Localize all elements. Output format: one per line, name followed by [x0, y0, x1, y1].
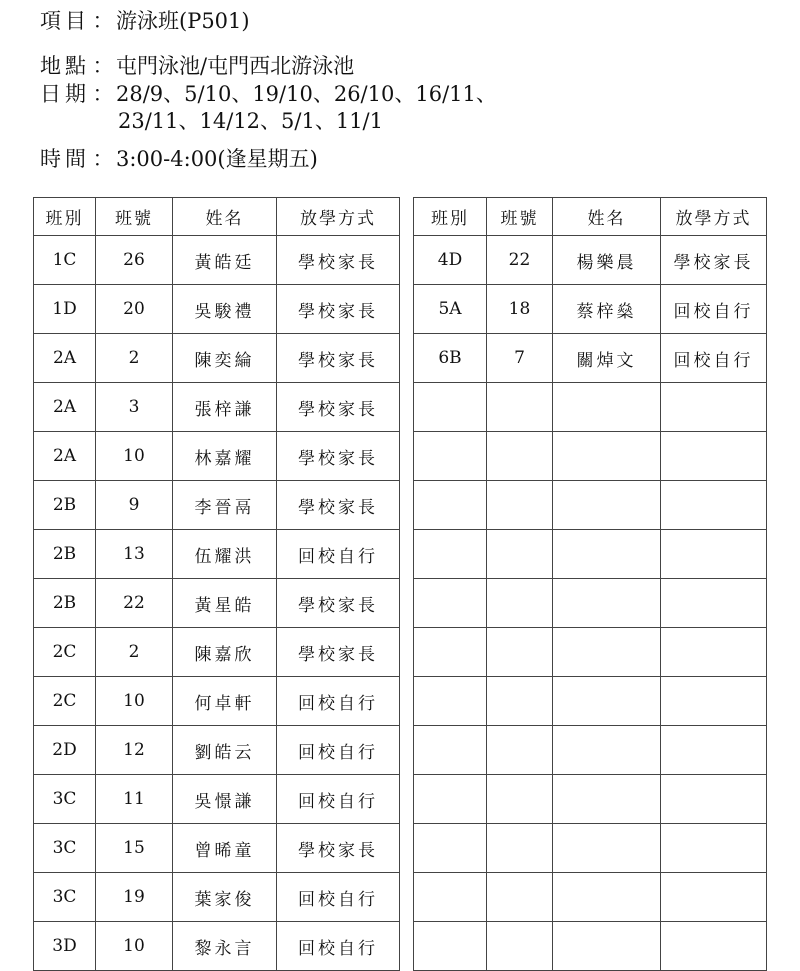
cell-class: 2B [34, 579, 96, 628]
col-header-number: 班號 [487, 198, 553, 236]
cell-name: 張梓謙 [173, 383, 277, 432]
cell-name [553, 677, 661, 726]
cell-number: 7 [487, 334, 553, 383]
cell-class: 2D [34, 726, 96, 775]
cell-number: 3 [96, 383, 173, 432]
cell-name: 楊樂晨 [553, 236, 661, 285]
table-row [414, 579, 767, 628]
cell-number: 2 [96, 628, 173, 677]
cell-class [414, 824, 487, 873]
table-row [414, 922, 767, 971]
cell-name: 伍耀洪 [173, 530, 277, 579]
cell-number [487, 383, 553, 432]
cell-class: 2A [34, 432, 96, 481]
table-row [414, 481, 767, 530]
cell-dismissal: 學校家長 [277, 579, 400, 628]
cell-class: 5A [414, 285, 487, 334]
cell-class: 2C [34, 677, 96, 726]
cell-class: 3D [34, 922, 96, 971]
cell-number: 18 [487, 285, 553, 334]
cell-dismissal [661, 628, 767, 677]
cell-class: 3C [34, 873, 96, 922]
cell-name [553, 873, 661, 922]
table-row [414, 236, 767, 285]
cell-class: 2A [34, 383, 96, 432]
dates-label: 日期 [40, 82, 90, 106]
roster-table-right [413, 197, 767, 971]
cell-class: 2A [34, 334, 96, 383]
table-row [414, 285, 767, 334]
cell-number: 2 [96, 334, 173, 383]
cell-dismissal: 回校自行 [661, 285, 767, 334]
cell-dismissal [661, 530, 767, 579]
dates-value-line2: 23/11、14/12、5/1、11/1 [118, 109, 383, 133]
cell-number [487, 432, 553, 481]
cell-class: 1D [34, 285, 96, 334]
cell-name [553, 775, 661, 824]
cell-dismissal: 回校自行 [277, 726, 400, 775]
header-row [34, 198, 400, 236]
cell-dismissal [661, 481, 767, 530]
cell-name [553, 726, 661, 775]
cell-class [414, 922, 487, 971]
cell-dismissal [661, 383, 767, 432]
cell-class [414, 677, 487, 726]
cell-number [487, 677, 553, 726]
table-row [34, 922, 400, 971]
header-row [414, 198, 767, 236]
roster-table-left [33, 197, 400, 971]
table-row [34, 383, 400, 432]
cell-name: 林嘉耀 [173, 432, 277, 481]
cell-dismissal: 學校家長 [277, 824, 400, 873]
col-header-name: 姓名 [173, 198, 277, 236]
location-label: 地點 [40, 54, 90, 78]
cell-name: 黃皓廷 [173, 236, 277, 285]
cell-class: 2C [34, 628, 96, 677]
col-header-number: 班號 [96, 198, 173, 236]
cell-class [414, 579, 487, 628]
cell-dismissal [661, 922, 767, 971]
table-row [34, 285, 400, 334]
col-header-class: 班別 [34, 198, 96, 236]
cell-number: 19 [96, 873, 173, 922]
cell-dismissal [661, 775, 767, 824]
table-row [34, 334, 400, 383]
cell-dismissal: 回校自行 [277, 922, 400, 971]
cell-dismissal: 回校自行 [277, 873, 400, 922]
table-row [414, 824, 767, 873]
cell-number: 13 [96, 530, 173, 579]
table-row [34, 726, 400, 775]
cell-dismissal: 回校自行 [277, 775, 400, 824]
cell-number [487, 922, 553, 971]
cell-dismissal: 回校自行 [661, 334, 767, 383]
cell-name [553, 383, 661, 432]
cell-name [553, 824, 661, 873]
cell-name: 陳奕綸 [173, 334, 277, 383]
cell-number [487, 824, 553, 873]
table-row [34, 775, 400, 824]
cell-dismissal [661, 579, 767, 628]
cell-class: 2B [34, 530, 96, 579]
cell-number: 10 [96, 432, 173, 481]
cell-dismissal: 學校家長 [277, 628, 400, 677]
cell-dismissal: 回校自行 [277, 530, 400, 579]
table-row [414, 383, 767, 432]
table-row [34, 236, 400, 285]
cell-number [487, 873, 553, 922]
project-separator: ： [92, 9, 114, 33]
dates-separator: ： [92, 82, 114, 106]
table-row [414, 873, 767, 922]
cell-dismissal [661, 432, 767, 481]
cell-name: 吳憬謙 [173, 775, 277, 824]
cell-number: 22 [487, 236, 553, 285]
cell-name [553, 432, 661, 481]
cell-class: 2B [34, 481, 96, 530]
location-separator: ： [92, 54, 114, 78]
cell-number: 10 [96, 922, 173, 971]
cell-name: 何卓軒 [173, 677, 277, 726]
project-value: 游泳班(P501) [116, 9, 250, 33]
cell-dismissal: 學校家長 [661, 236, 767, 285]
dates-line [40, 81, 497, 107]
col-header-name: 姓名 [553, 198, 661, 236]
table-row [414, 775, 767, 824]
col-header-class: 班別 [414, 198, 487, 236]
cell-dismissal: 回校自行 [277, 677, 400, 726]
table-row [34, 628, 400, 677]
cell-name: 蔡梓燊 [553, 285, 661, 334]
cell-name [553, 530, 661, 579]
cell-class: 3C [34, 775, 96, 824]
cell-number: 15 [96, 824, 173, 873]
project-label: 項目 [40, 9, 90, 33]
cell-class [414, 775, 487, 824]
project-line [40, 8, 250, 34]
cell-name: 陳嘉欣 [173, 628, 277, 677]
time-line [40, 146, 318, 172]
time-label: 時間 [40, 147, 90, 171]
cell-number: 20 [96, 285, 173, 334]
cell-dismissal: 學校家長 [277, 481, 400, 530]
table-row [34, 432, 400, 481]
cell-name: 葉家俊 [173, 873, 277, 922]
cell-number [487, 530, 553, 579]
cell-number [487, 628, 553, 677]
cell-class [414, 481, 487, 530]
time-separator: ： [92, 147, 114, 171]
cell-number [487, 775, 553, 824]
cell-number [487, 579, 553, 628]
cell-dismissal: 學校家長 [277, 236, 400, 285]
cell-name [553, 922, 661, 971]
cell-dismissal: 學校家長 [277, 285, 400, 334]
cell-dismissal: 學校家長 [277, 334, 400, 383]
cell-number: 10 [96, 677, 173, 726]
table-row [34, 677, 400, 726]
cell-dismissal [661, 677, 767, 726]
cell-number: 22 [96, 579, 173, 628]
cell-number [487, 726, 553, 775]
dates-value-line1: 28/9、5/10、19/10、26/10、16/11、 [116, 82, 497, 106]
cell-dismissal [661, 726, 767, 775]
col-header-dismissal: 放學方式 [277, 198, 400, 236]
table-row [414, 677, 767, 726]
cell-dismissal [661, 824, 767, 873]
location-line [40, 53, 354, 79]
cell-name: 黎永言 [173, 922, 277, 971]
cell-class: 1C [34, 236, 96, 285]
cell-name: 曾晞童 [173, 824, 277, 873]
cell-class [414, 530, 487, 579]
time-value: 3:00-4:00(逢星期五) [116, 147, 318, 171]
cell-number [487, 481, 553, 530]
cell-number: 12 [96, 726, 173, 775]
cell-name: 吳駿禮 [173, 285, 277, 334]
cell-name: 李晉鬲 [173, 481, 277, 530]
location-value: 屯門泳池/屯門西北游泳池 [116, 54, 355, 78]
table-row [414, 628, 767, 677]
table-row [414, 334, 767, 383]
cell-class: 6B [414, 334, 487, 383]
table-row [34, 579, 400, 628]
table-row [34, 824, 400, 873]
cell-name: 黃星皓 [173, 579, 277, 628]
cell-dismissal: 學校家長 [277, 432, 400, 481]
table-row [414, 432, 767, 481]
cell-class [414, 628, 487, 677]
cell-name [553, 579, 661, 628]
cell-class [414, 873, 487, 922]
table-row [34, 873, 400, 922]
cell-name: 關焯文 [553, 334, 661, 383]
cell-dismissal [661, 873, 767, 922]
cell-name: 劉皓云 [173, 726, 277, 775]
col-header-dismissal: 放學方式 [661, 198, 767, 236]
table-row [34, 530, 400, 579]
table-row [414, 530, 767, 579]
cell-class [414, 383, 487, 432]
cell-class [414, 432, 487, 481]
cell-number: 26 [96, 236, 173, 285]
cell-class [414, 726, 487, 775]
cell-name [553, 628, 661, 677]
cell-class: 3C [34, 824, 96, 873]
dates-line-2 [118, 108, 383, 134]
cell-dismissal: 學校家長 [277, 383, 400, 432]
table-row [34, 481, 400, 530]
table-row [414, 726, 767, 775]
cell-class: 4D [414, 236, 487, 285]
cell-name [553, 481, 661, 530]
cell-number: 9 [96, 481, 173, 530]
cell-number: 11 [96, 775, 173, 824]
